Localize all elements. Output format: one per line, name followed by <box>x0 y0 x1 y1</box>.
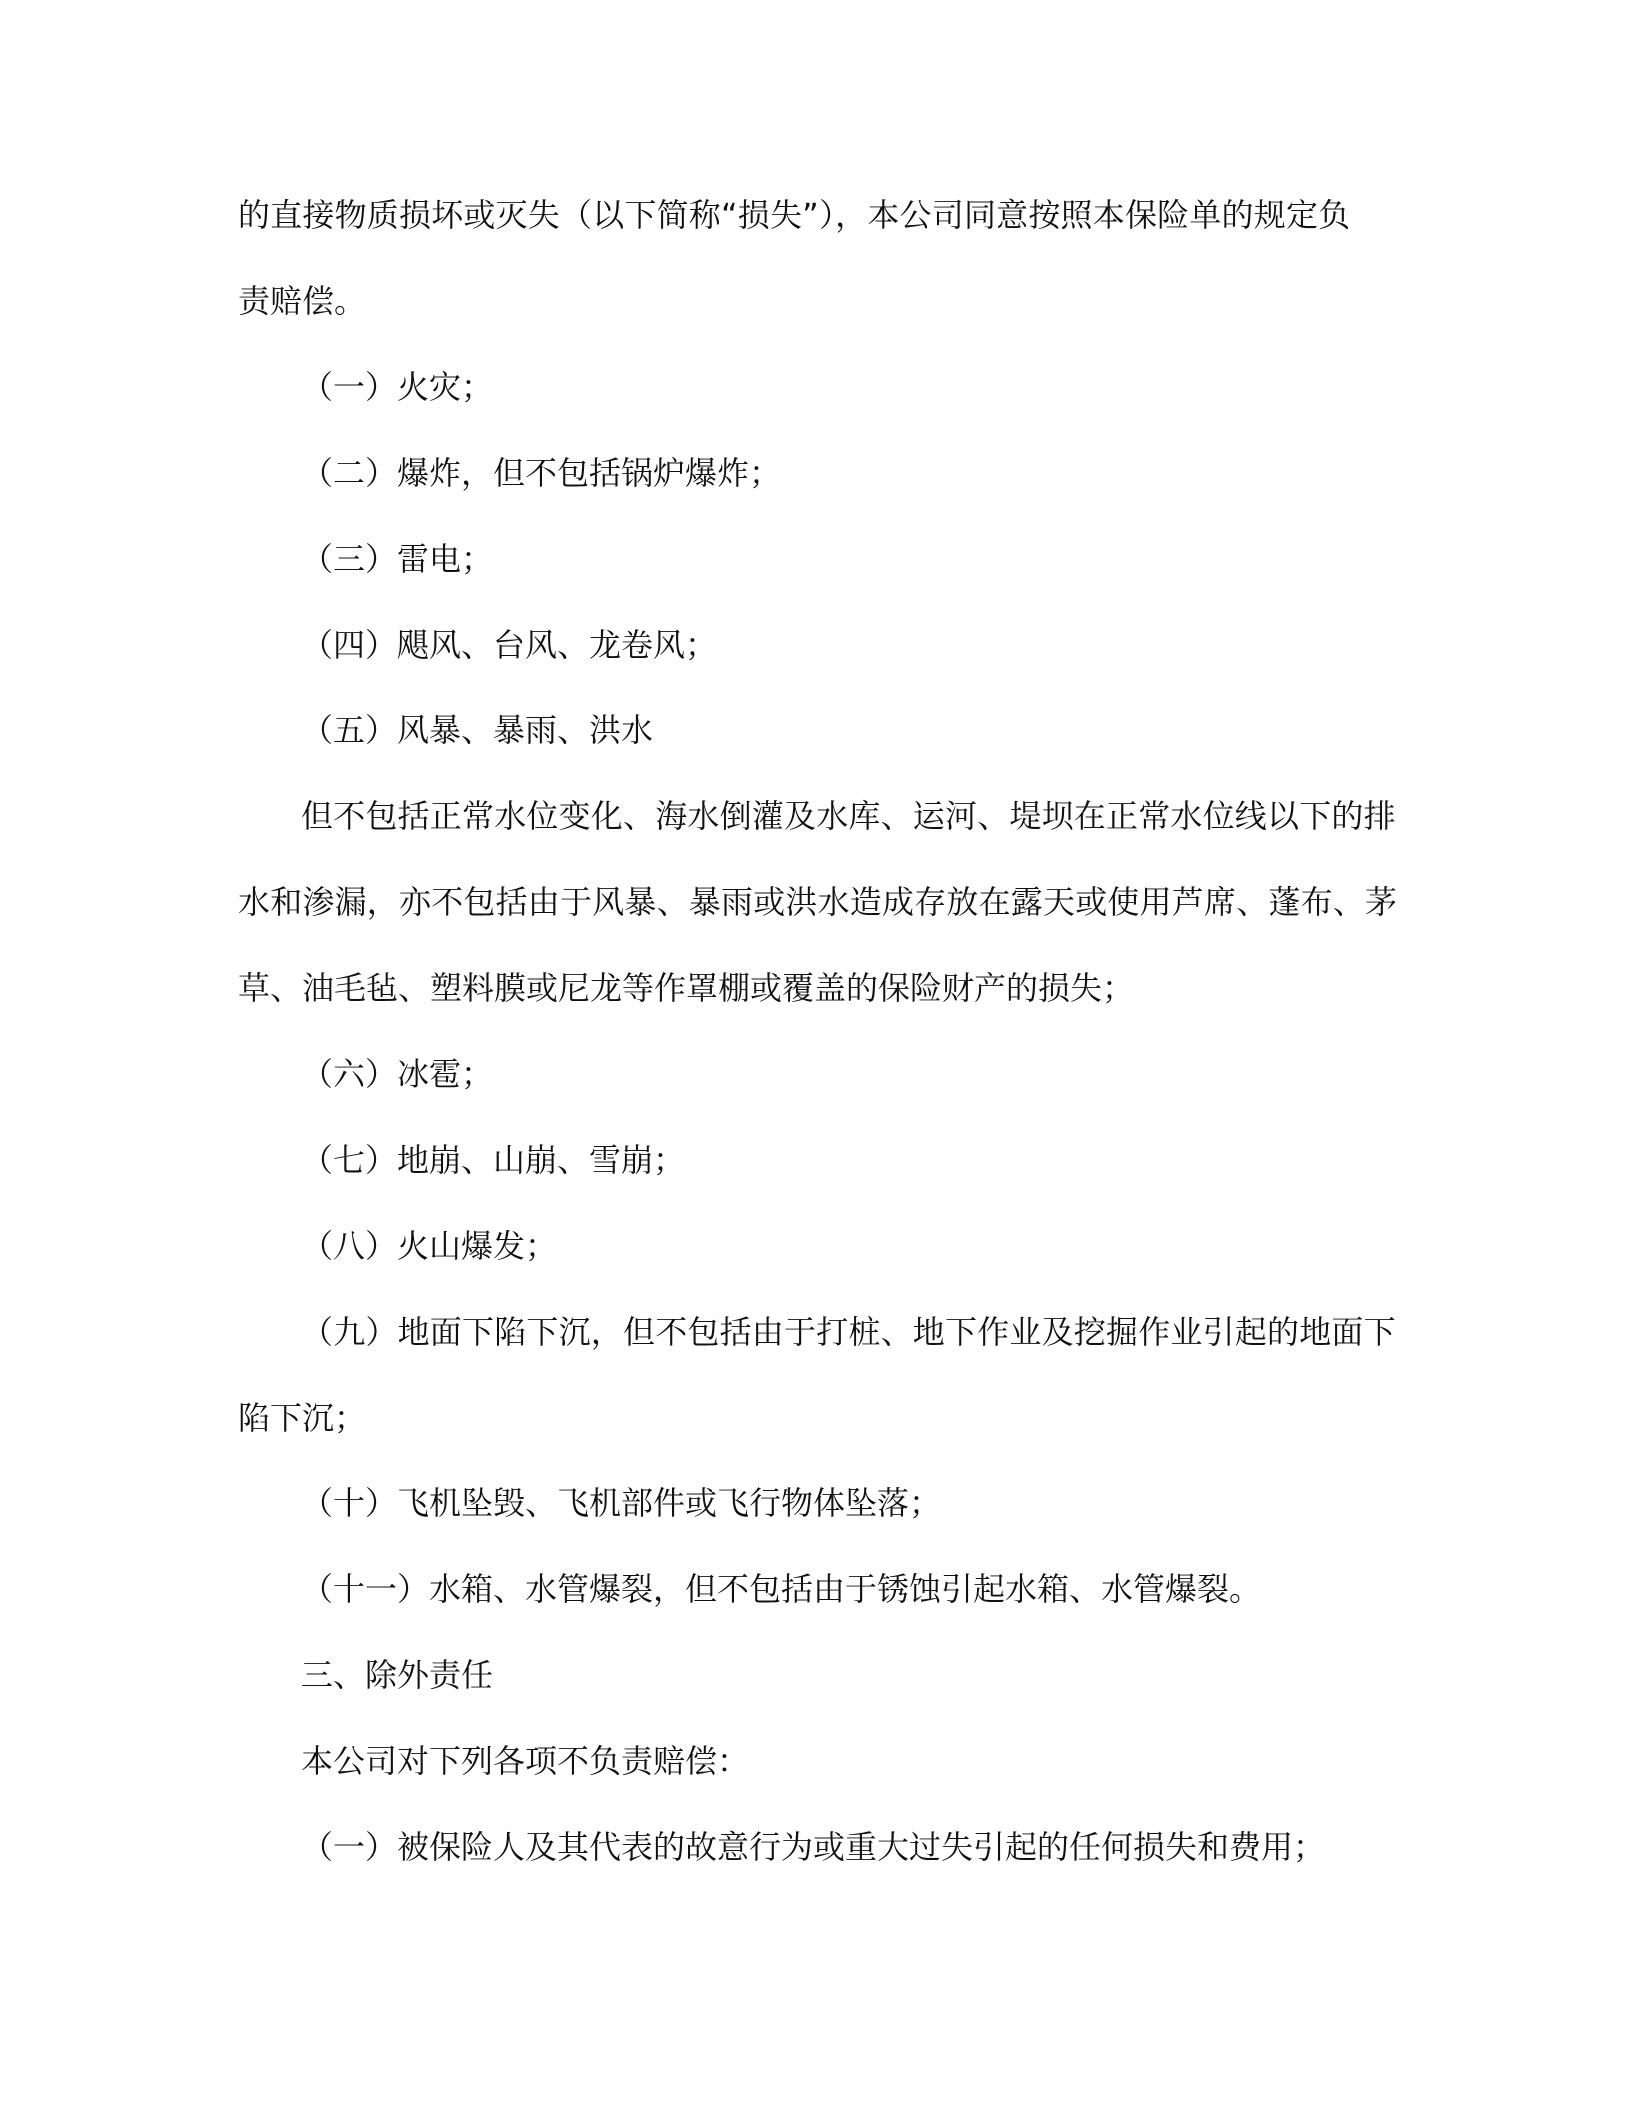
item-5: （五）风暴、暴雨、洪水 <box>301 711 654 749</box>
item-6: （六）冰雹； <box>301 1055 494 1093</box>
item-5-note-line-3: 草、油毛毡、塑料膜或尼龙等作罩棚或覆盖的保险财产的损失； <box>238 969 1135 1007</box>
item-7: （七）地崩、山崩、雪崩； <box>301 1141 686 1179</box>
section-3-intro: 本公司对下列各项不负责赔偿： <box>301 1742 750 1780</box>
item-9-line-1: （九）地面下陷下沉，但不包括由于打桩、地下作业及挖掘作业引起的地面下 <box>301 1313 1396 1351</box>
item-1: （一）火灾； <box>301 368 494 406</box>
item-11: （十一）水箱、水管爆裂，但不包括由于锈蚀引起水箱、水管爆裂。 <box>301 1570 1262 1608</box>
item-4: （四）飓风、台风、龙卷风； <box>301 626 718 664</box>
item-8: （八）火山爆发； <box>301 1227 558 1265</box>
intro-line-1: 的直接物质损坏或灭失（以下简称“损失”），本公司同意按照本保险单的规定负 <box>238 196 1351 234</box>
intro-line-2: 责赔偿。 <box>238 282 367 320</box>
item-9-line-2: 陷下沉； <box>238 1399 367 1437</box>
item-5-note-line-2: 水和渗漏，亦不包括由于风暴、暴雨或洪水造成存放在露天或使用芦席、蓬布、茅 <box>238 883 1398 921</box>
item-10: （十）飞机坠毁、飞机部件或飞行物体坠落； <box>301 1484 942 1522</box>
item-3: （三）雷电； <box>301 540 494 578</box>
item-2: （二）爆炸，但不包括锅炉爆炸； <box>301 454 782 492</box>
section-3-heading: 三、除外责任 <box>301 1656 494 1694</box>
exclusion-1: （一）被保险人及其代表的故意行为或重大过失引起的任何损失和费用； <box>301 1828 1326 1866</box>
item-5-note-line-1: 但不包括正常水位变化、海水倒灌及水库、运河、堤坝在正常水位线以下的排 <box>301 797 1396 835</box>
